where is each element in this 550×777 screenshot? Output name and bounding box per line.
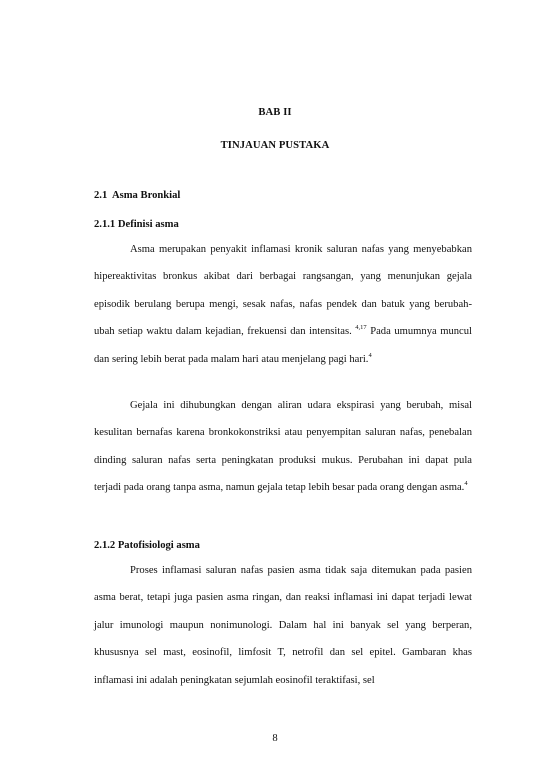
section-heading-patofisiologi-asma: 2.1.2 Patofisiologi asma: [94, 540, 200, 551]
paragraph-text: Pada umumnya muncul dan sering lebih berat pada malam hari atau menjelang pagi hari.: [94, 326, 472, 365]
paragraph-text: Gejala ini dihubungkan dengan aliran udara ekspirasi yang berubah, misal kesulitan bernafas karena bronkokonstriksi atau penyempitan saluran nafas, penebalan dinding saluran nafas serta peningkatan produksi mukus. Perubahan ini dapat pula terjadi pada orang tanpa asma, namun gejala tetap lebih besar pada orang dengan asma.: [94, 400, 472, 494]
chapter-title: TINJAUAN PUSTAKA: [220, 140, 330, 151]
paragraph-text: Proses inflamasi saluran nafas pasien asma tidak saja ditemukan pada pasien asma berat, tetapi juga pasien asma ringan, dan reaksi inflamasi ini dapat terjadi lewat jalur imunologi maupun nonimunologi. Dalam hal ini banyak sel yang berperan, khususnya sel mast, eosinofil, limfosit T, netrofil dan sel epitel. Gambaran khas inflamasi ini adalah peningkatan sejumlah eosinofil teraktifasi, sel: [94, 565, 472, 686]
citation: 4,17: [355, 324, 367, 332]
page-number: 8: [272, 733, 278, 744]
section-heading-definisi-asma: 2.1.1 Definisi asma: [94, 219, 179, 230]
citation: 4: [464, 480, 468, 488]
citation: 4: [368, 351, 372, 359]
paragraph-patofisiologi-1: [94, 557, 472, 694]
paragraph-definisi-2: [94, 392, 472, 502]
section-heading-asma-bronkial: 2.1 Asma Bronkial: [94, 190, 181, 201]
chapter-number: BAB II: [258, 107, 292, 118]
paragraph-definisi-1: [94, 236, 472, 373]
paragraph-text: Asma merupakan penyakit inflamasi kronik saluran nafas yang menyebabkan hipereaktivitas bronkus akibat dari berbagai rangsangan, yang menunjukan gejala episodik berulang berupa mengi, sesak nafas, nafas pendek dan batuk yang berubah-ubah setiap waktu dalam kejadian, frekuensi dan intensitas.: [94, 244, 472, 338]
